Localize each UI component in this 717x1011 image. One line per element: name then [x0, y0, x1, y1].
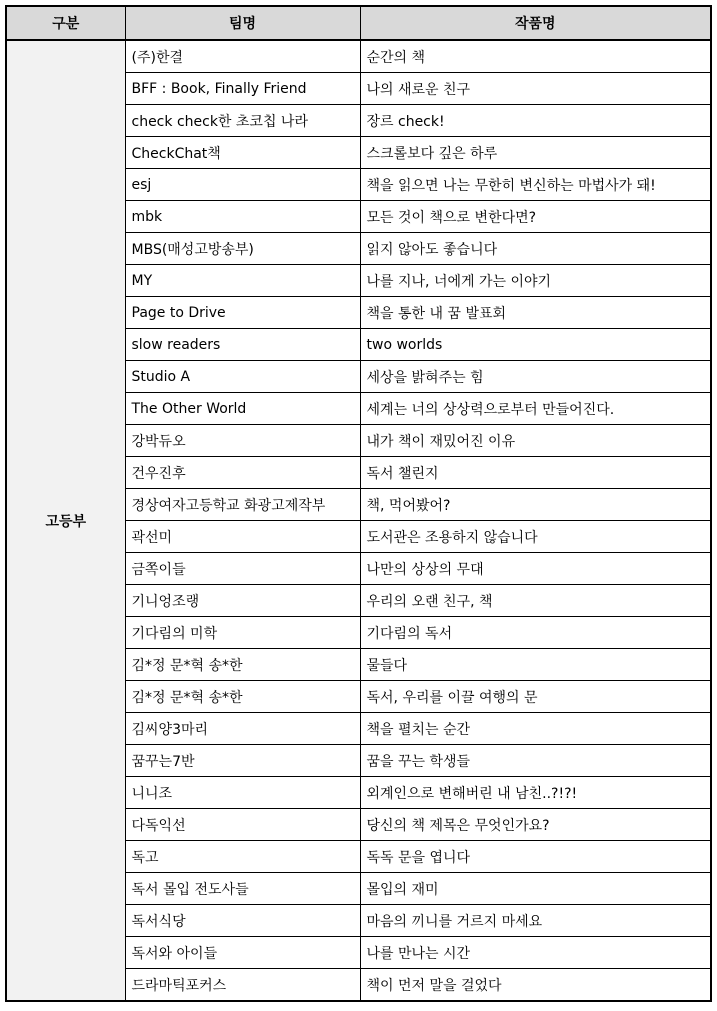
work-title-cell: 책, 먹어봤어?	[360, 489, 711, 521]
team-name-cell: 독고	[125, 841, 360, 873]
work-title-cell: 물들다	[360, 649, 711, 681]
work-title-cell: 세상을 밝혀주는 힘	[360, 361, 711, 393]
team-name-cell: check check한 초코칩 나라	[125, 105, 360, 137]
work-title-cell: 책이 먼저 말을 걸었다	[360, 969, 711, 1002]
team-name-cell: 드라마틱포커스	[125, 969, 360, 1002]
table-row	[6, 40, 711, 73]
work-title-cell: 내가 책이 재밌어진 이유	[360, 425, 711, 457]
work-title-cell: 나를 지나, 너에게 가는 이야기	[360, 265, 711, 297]
group-cell: 고등부	[6, 40, 125, 1001]
work-title-cell: 독독 문을 엽니다	[360, 841, 711, 873]
work-title-cell: 순간의 책	[360, 40, 711, 73]
work-title-cell: 나의 새로운 친구	[360, 73, 711, 105]
header-group: 구분	[6, 6, 125, 40]
work-title-cell: 읽지 않아도 좋습니다	[360, 233, 711, 265]
work-title-cell: 마음의 끼니를 거르지 마세요	[360, 905, 711, 937]
team-name-cell: MBS(매성고방송부)	[125, 233, 360, 265]
work-title-cell: 몰입의 재미	[360, 873, 711, 905]
header-work: 작품명	[360, 6, 711, 40]
team-name-cell: 경상여자고등학교 화광고제작부	[125, 489, 360, 521]
team-name-cell: 다독익선	[125, 809, 360, 841]
entry-list	[5, 5, 710, 1002]
team-name-cell: 곽선미	[125, 521, 360, 553]
team-name-cell: 독서식당	[125, 905, 360, 937]
work-title-cell: 모든 것이 책으로 변한다면?	[360, 201, 711, 233]
work-title-cell: 책을 읽으면 나는 무한히 변신하는 마법사가 돼!	[360, 169, 711, 201]
work-title-cell: two worlds	[360, 329, 711, 361]
team-name-cell: The Other World	[125, 393, 360, 425]
work-title-cell: 당신의 책 제목은 무엇인가요?	[360, 809, 711, 841]
work-title-cell: 기다림의 독서	[360, 617, 711, 649]
team-name-cell: Page to Drive	[125, 297, 360, 329]
table-body	[6, 40, 711, 1001]
team-name-cell: Studio A	[125, 361, 360, 393]
work-title-cell: 장르 check!	[360, 105, 711, 137]
work-title-cell: 스크롤보다 깊은 하루	[360, 137, 711, 169]
work-title-cell: 꿈을 꾸는 학생들	[360, 745, 711, 777]
work-title-cell: 세계는 너의 상상력으로부터 만들어진다.	[360, 393, 711, 425]
work-title-cell: 나만의 상상의 무대	[360, 553, 711, 585]
team-name-cell: 강박듀오	[125, 425, 360, 457]
work-title-cell: 책을 펼치는 순간	[360, 713, 711, 745]
team-name-cell: BFF : Book, Finally Friend	[125, 73, 360, 105]
team-name-cell: 건우진후	[125, 457, 360, 489]
team-name-cell: 김*정 문*혁 송*한	[125, 649, 360, 681]
team-name-cell: 기다림의 미학	[125, 617, 360, 649]
team-name-cell: 독서 몰입 전도사들	[125, 873, 360, 905]
header-team: 팀명	[125, 6, 360, 40]
team-name-cell: (주)한결	[125, 40, 360, 73]
team-name-cell: 독서와 아이들	[125, 937, 360, 969]
team-name-cell: esj	[125, 169, 360, 201]
team-name-cell: MY	[125, 265, 360, 297]
team-name-cell: 금쪽이들	[125, 553, 360, 585]
team-name-cell: CheckChat책	[125, 137, 360, 169]
work-title-cell: 도서관은 조용하지 않습니다	[360, 521, 711, 553]
work-title-cell: 독서 챌린지	[360, 457, 711, 489]
work-title-cell: 나를 만나는 시간	[360, 937, 711, 969]
work-title-cell: 외계인으로 변해버린 내 남친..?!?!	[360, 777, 711, 809]
team-name-cell: 니니조	[125, 777, 360, 809]
entry-table	[5, 5, 712, 1002]
work-title-cell: 우리의 오랜 친구, 책	[360, 585, 711, 617]
table-header	[6, 6, 711, 40]
work-title-cell: 책을 통한 내 꿈 발표회	[360, 297, 711, 329]
team-name-cell: 기니엉조랭	[125, 585, 360, 617]
header-row	[6, 6, 711, 40]
team-name-cell: mbk	[125, 201, 360, 233]
team-name-cell: 꿈꾸는7반	[125, 745, 360, 777]
team-name-cell: 김씨양3마리	[125, 713, 360, 745]
team-name-cell: slow readers	[125, 329, 360, 361]
work-title-cell: 독서, 우리를 이끌 여행의 문	[360, 681, 711, 713]
team-name-cell: 김*정 문*혁 송*한	[125, 681, 360, 713]
